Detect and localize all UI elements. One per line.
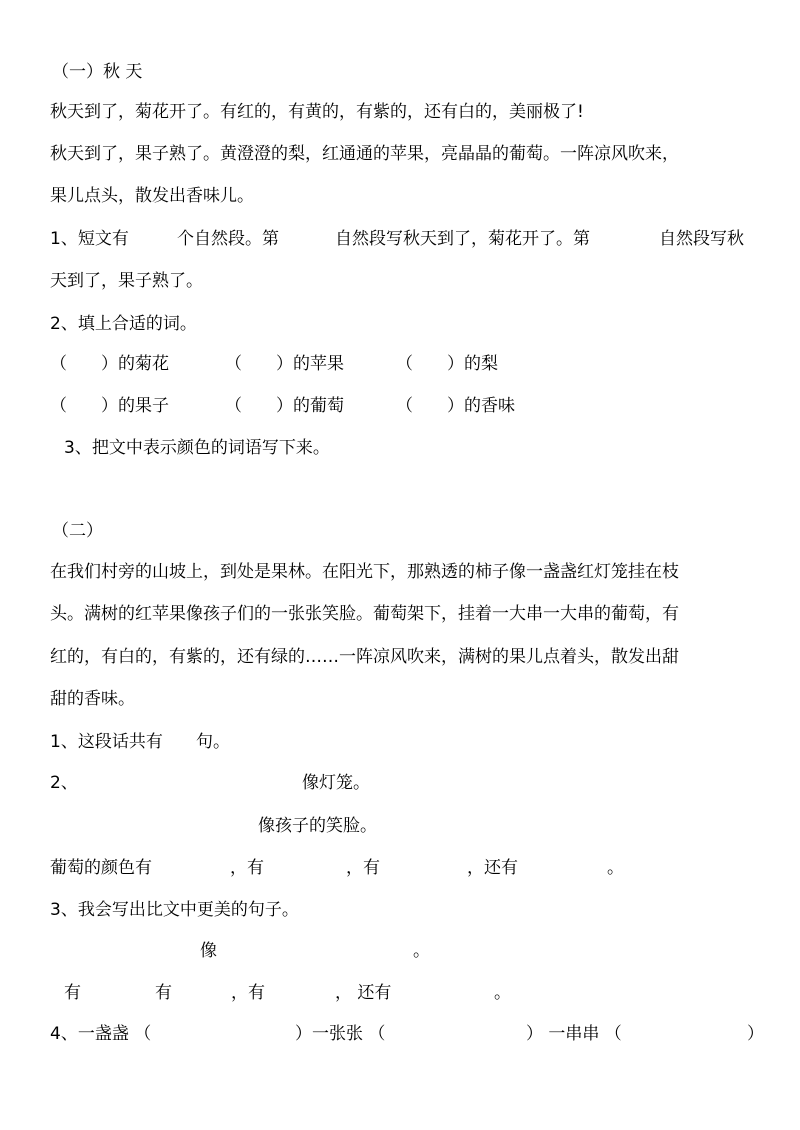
s2-q3-haiyou: ， 还有 xyxy=(335,983,392,1003)
section2-line-3: 红的，有白的，有紫的，还有绿的……一阵凉风吹来，满树的果儿点着头，散发出甜 xyxy=(50,647,679,667)
section1-paragraph-1: 秋天到了，菊花开了。有红的，有黄的，有紫的，还有白的，美丽极了! xyxy=(50,102,584,122)
s1-q1-part-3: 自然段写秋天到了，菊花开了。第 xyxy=(335,229,590,249)
s1-q2-row2-item-1: （ ）的果子 xyxy=(50,396,169,416)
s2-q1-part-2: 句。 xyxy=(196,732,230,752)
s1-q2-row1-item-3: （ ）的梨 xyxy=(396,354,498,374)
s2-q2-smile: 像孩子的笑脸。 xyxy=(258,816,377,836)
s2-q3-xiang: 像 xyxy=(200,941,217,961)
s1-q2-row2-item-2: （ ）的葡萄 xyxy=(225,396,344,416)
s2-q3-title: 3、我会写出比文中更美的句子。 xyxy=(50,900,299,920)
section2-heading: （二） xyxy=(52,521,103,541)
s2-q2-grape-colors: 葡萄的颜色有 xyxy=(50,858,152,878)
s2-q1-part-1: 1、这段话共有 xyxy=(50,732,163,752)
s1-q1-part-4: 自然段写秋 xyxy=(659,229,744,249)
section1-paragraph-2-line-2: 果儿点头，散发出香味儿。 xyxy=(50,186,254,206)
s2-q3-period-1: 。 xyxy=(413,941,430,961)
s1-q3: 3、把文中表示颜色的词语写下来。 xyxy=(64,438,330,458)
s2-q3-you-2: 有 xyxy=(155,983,172,1003)
s1-q1-part-1: 1、短文有 xyxy=(50,229,129,249)
s1-q2-title: 2、填上合适的词。 xyxy=(50,314,197,334)
section1-heading: （一）秋 天 xyxy=(52,62,143,82)
s2-q2-you-2: ，有 xyxy=(346,858,380,878)
s2-q2-lantern: 像灯笼。 xyxy=(302,773,370,793)
s2-q4-part-4: ） xyxy=(747,1024,764,1044)
s1-q2-row2-item-3: （ ）的香味 xyxy=(396,396,515,416)
s2-q3-you-3: ，有 xyxy=(231,983,265,1003)
s2-q4-part-1: 4、一盏盏 （ xyxy=(50,1024,152,1044)
section1-paragraph-2-line-1: 秋天到了，果子熟了。黄澄澄的梨，红通通的苹果，亮晶晶的葡萄。一阵凉风吹来， xyxy=(50,144,679,164)
s2-q3-period-2: 。 xyxy=(494,983,511,1003)
s2-q3-you-1: 有 xyxy=(64,983,81,1003)
section2-line-2: 头。满树的红苹果像孩子们的一张张笑脸。葡萄架下，挂着一大串一大串的葡萄，有 xyxy=(50,604,679,624)
s1-q1-part-2: 个自然段。第 xyxy=(177,229,279,249)
s1-q1-line-2: 天到了，果子熟了。 xyxy=(50,271,203,291)
section2-line-1: 在我们村旁的山坡上，到处是果林。在阳光下，那熟透的柿子像一盏盏红灯笼挂在枝 xyxy=(50,562,679,582)
s2-q2-haiyou: ，还有 xyxy=(467,858,518,878)
s1-q2-row1-item-1: （ ）的菊花 xyxy=(50,354,169,374)
s2-q4-part-2: ）一张张 （ xyxy=(295,1024,386,1044)
s2-q2-period: 。 xyxy=(607,858,624,878)
section2-line-4: 甜的香味。 xyxy=(50,689,135,709)
s2-q2-number: 2、 xyxy=(50,773,78,793)
s1-q2-row1-item-2: （ ）的苹果 xyxy=(225,354,344,374)
s2-q2-you-1: ，有 xyxy=(230,858,264,878)
s2-q4-part-3: ） 一串串 （ xyxy=(526,1024,622,1044)
